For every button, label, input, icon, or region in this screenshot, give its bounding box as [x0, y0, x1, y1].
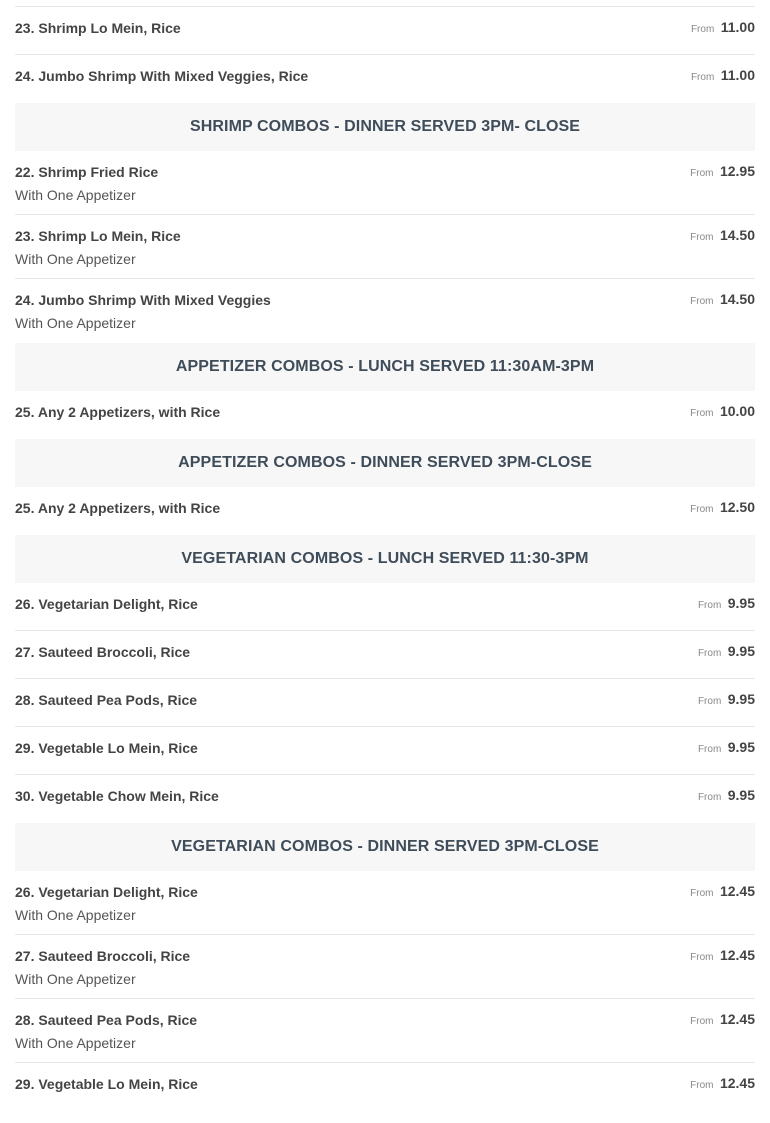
from-label: From: [690, 296, 714, 307]
menu-item[interactable]: [15, 55, 755, 103]
price-amount: 14.50: [719, 227, 755, 243]
item-price: [690, 947, 755, 965]
item-price: [691, 19, 755, 37]
price-amount: 9.95: [727, 739, 755, 755]
from-label: From: [697, 744, 722, 755]
menu-item[interactable]: [15, 151, 755, 215]
menu-item[interactable]: [15, 935, 755, 999]
menu-item[interactable]: [15, 487, 755, 535]
item-price: [690, 227, 755, 245]
from-label: From: [690, 232, 714, 243]
item-price: [690, 1011, 755, 1029]
item-name: 26. Vegetarian Delight, Rice: [15, 596, 198, 612]
price-amount: 14.50: [719, 291, 755, 307]
price-amount: 12.45: [719, 1011, 755, 1027]
item-name: 28. Sauteed Pea Pods, Rice: [15, 692, 198, 708]
price-amount: 12.45: [719, 1075, 755, 1091]
price-amount: 12.50: [719, 499, 755, 515]
from-label: From: [697, 648, 722, 659]
price-amount: 10.00: [719, 403, 755, 419]
item-name: 29. Vegetable Lo Mein, Rice: [15, 1076, 198, 1092]
menu-item[interactable]: [15, 583, 755, 631]
item-name: 27. Sauteed Broccoli, Rice: [15, 948, 191, 964]
price-amount: 9.95: [727, 787, 755, 803]
item-name: 28. Sauteed Pea Pods, Rice: [15, 1012, 198, 1028]
item-description: With One Appetizer: [15, 187, 136, 203]
menu-item[interactable]: [15, 727, 755, 775]
from-label: From: [690, 952, 714, 963]
item-description: With One Appetizer: [15, 971, 136, 987]
section-header-shrimp-dinner: SHRIMP COMBOS - DINNER SERVED 3PM- CLOSE: [15, 103, 755, 151]
item-name: 25. Any 2 Appetizers, with Rice: [15, 500, 221, 516]
menu-item[interactable]: [15, 631, 755, 679]
item-name: 24. Jumbo Shrimp With Mixed Veggies, Rice: [15, 68, 309, 84]
section-header-appetizer-lunch: APPETIZER COMBOS - LUNCH SERVED 11:30AM-3PM: [15, 343, 755, 391]
item-price: [698, 595, 755, 613]
price-amount: 11.00: [720, 67, 755, 83]
menu-item[interactable]: [15, 279, 755, 343]
from-label: From: [690, 1016, 714, 1027]
section-header-appetizer-dinner: APPETIZER COMBOS - DINNER SERVED 3PM-CLOSE: [15, 439, 755, 487]
item-price: [690, 1075, 755, 1093]
item-name: 30. Vegetable Chow Mein, Rice: [15, 788, 219, 804]
menu-item[interactable]: [15, 775, 755, 823]
item-description: With One Appetizer: [15, 907, 136, 923]
item-price: [690, 403, 755, 421]
item-price: [690, 883, 755, 901]
menu-item[interactable]: [15, 999, 755, 1063]
menu-item[interactable]: [15, 7, 755, 55]
item-price: [690, 291, 755, 309]
menu-item[interactable]: [15, 871, 755, 935]
item-name: 26. Vegetarian Delight, Rice: [15, 884, 198, 900]
item-price: [698, 787, 755, 805]
section-header-vegetarian-lunch: VEGETARIAN COMBOS - LUNCH SERVED 11:30-3PM: [15, 535, 755, 583]
from-label: From: [697, 600, 722, 611]
item-description: With One Appetizer: [15, 1035, 136, 1051]
item-name: 27. Sauteed Broccoli, Rice: [15, 644, 191, 660]
price-amount: 9.95: [727, 595, 755, 611]
item-price: [698, 643, 755, 661]
item-name: 23. Shrimp Lo Mein, Rice: [15, 20, 181, 36]
item-price: [698, 691, 755, 709]
item-name: 24. Jumbo Shrimp With Mixed Veggies: [15, 292, 271, 308]
from-label: From: [690, 1080, 714, 1091]
price-amount: 12.45: [719, 947, 755, 963]
menu-item[interactable]: [15, 679, 755, 727]
from-label: From: [690, 888, 714, 899]
from-label: From: [690, 504, 714, 515]
price-amount: 11.00: [720, 19, 755, 35]
item-description: With One Appetizer: [15, 251, 136, 267]
item-price: [698, 739, 755, 757]
item-price: [690, 163, 755, 181]
menu-list: [15, 0, 755, 1111]
item-name: 29. Vegetable Lo Mein, Rice: [15, 740, 198, 756]
from-label: From: [697, 696, 722, 707]
from-label: From: [690, 168, 714, 179]
price-amount: 9.95: [727, 643, 755, 659]
item-name: 22. Shrimp Fried Rice: [15, 164, 159, 180]
price-amount: 12.95: [719, 163, 755, 179]
menu-item[interactable]: [15, 1063, 755, 1111]
item-name: 25. Any 2 Appetizers, with Rice: [15, 404, 221, 420]
from-label: From: [690, 24, 715, 35]
price-amount: 9.95: [727, 691, 755, 707]
item-price: [691, 67, 755, 85]
from-label: From: [697, 792, 722, 803]
item-price: [690, 499, 755, 517]
item-name: 23. Shrimp Lo Mein, Rice: [15, 228, 181, 244]
price-amount: 12.45: [719, 883, 755, 899]
menu-item[interactable]: [15, 391, 755, 439]
section-header-vegetarian-dinner: VEGETARIAN COMBOS - DINNER SERVED 3PM-CLOSE: [15, 823, 755, 871]
from-label: From: [690, 408, 714, 419]
item-description: With One Appetizer: [15, 315, 136, 331]
from-label: From: [690, 72, 715, 83]
menu-item[interactable]: [15, 215, 755, 279]
